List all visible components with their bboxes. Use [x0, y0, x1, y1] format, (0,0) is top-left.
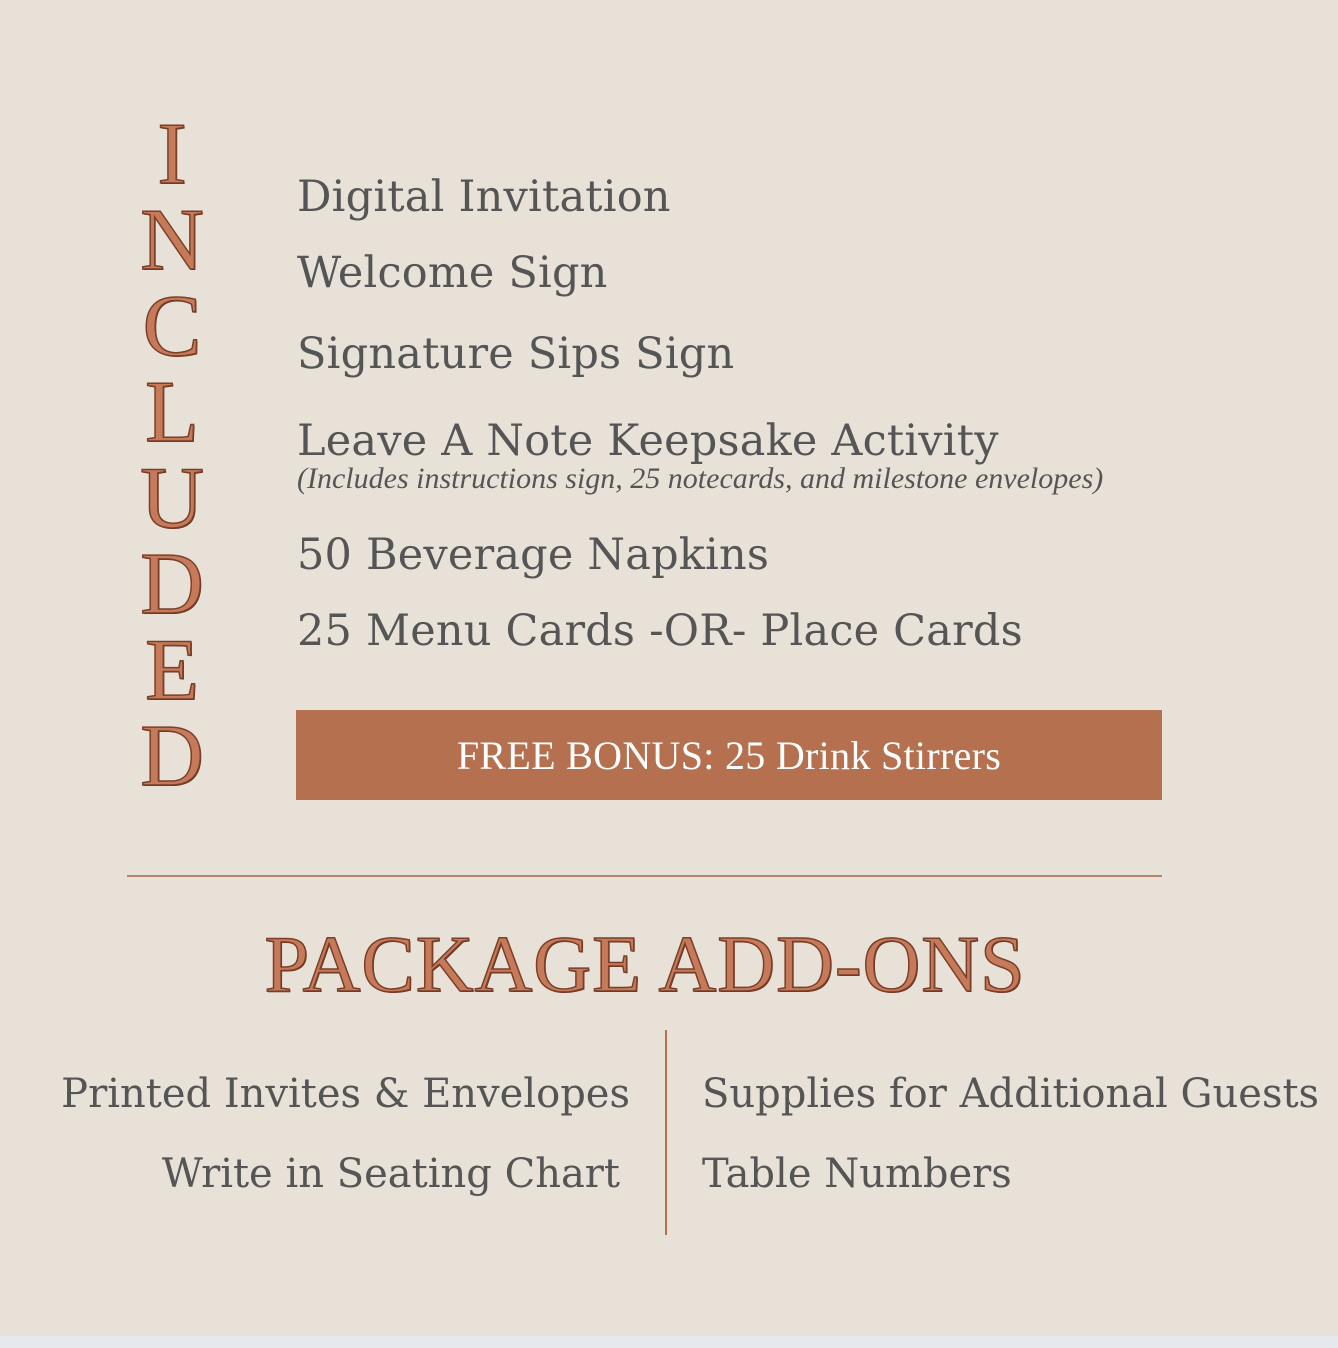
included-letter: D: [140, 536, 204, 633]
included-item: Leave A Note Keepsake Activity: [297, 416, 999, 466]
included-letter: N: [140, 192, 204, 289]
addon-item: Table Numbers: [702, 1151, 1012, 1197]
included-vertical-title: [120, 106, 224, 805]
included-letter: L: [145, 364, 199, 461]
included-letter: E: [145, 622, 199, 719]
included-item: 25 Menu Cards -OR- Place Cards: [297, 606, 1023, 656]
included-letter: D: [140, 708, 204, 805]
bottom-strip: [0, 1336, 1338, 1348]
addon-item: Printed Invites & Envelopes: [61, 1071, 630, 1117]
included-item: 50 Beverage Napkins: [297, 530, 770, 580]
bonus-banner: [296, 710, 1162, 800]
included-item: Welcome Sign: [297, 248, 608, 298]
addons-title: PACKAGE ADD-ONS: [264, 921, 1026, 1009]
included-item: Signature Sips Sign: [297, 329, 735, 379]
addon-item: Supplies for Additional Guests: [702, 1071, 1320, 1117]
included-letter: I: [157, 106, 187, 203]
addons-column-divider: [665, 1030, 667, 1235]
bonus-text: FREE BONUS: 25 Drink Stirrers: [456, 732, 1002, 778]
included-letter: C: [142, 278, 202, 375]
included-item: Digital Invitation: [297, 172, 671, 222]
activity-note: (Includes instructions sign, 25 notecards, and milestone envelopes): [297, 462, 1104, 495]
included-letter: U: [140, 450, 204, 547]
section-divider: [127, 875, 1162, 877]
addon-item: Write in Seating Chart: [161, 1151, 620, 1197]
